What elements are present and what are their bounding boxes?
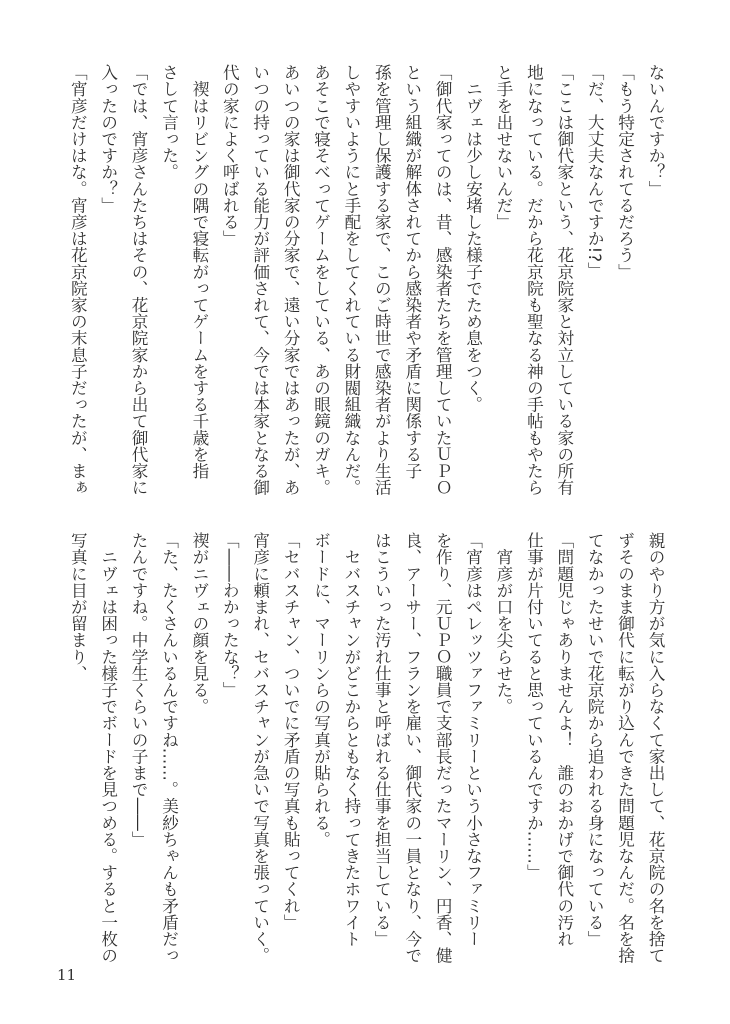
- text-column: 「宵彦はペレッツァファミリーという小さなファミリー: [463, 532, 483, 947]
- text-column: あいつの家は御代家の分家で、遠い分家ではあったが、あ: [281, 64, 301, 496]
- top-text-block: [62, 64, 670, 509]
- text-column: はこういった汚れ仕事と呼ばれる仕事を担当している」: [372, 532, 392, 947]
- text-column: 宵彦が口を尖らせた。: [493, 532, 513, 715]
- text-column: 禊はリビングの隅で寝転がってゲームをする千歳を指: [189, 64, 209, 479]
- text-column: てなかったせいで花京院から追われる身になっている」: [585, 532, 605, 947]
- text-column: あそこで寝そべってゲームをしている、あの眼鏡のガキ。: [311, 64, 331, 496]
- text-column: ずそのまま御代に転がり込んできた問題児なんだ。名を捨: [615, 532, 635, 964]
- text-column: 親のやり方が気に入らなくて家出して、花京院の名を捨て: [646, 532, 665, 964]
- text-column: 禊がニヴェの顔を見る。: [189, 532, 209, 715]
- text-column: 良、アーサー、フランを雇い、御代家の一員となり、今で: [402, 532, 422, 964]
- text-column: 「では、宵彦さんたちはその、花京院家から出て御代家に: [129, 64, 149, 496]
- page-number: 11: [57, 966, 77, 984]
- text-column: ないんですか？」: [646, 64, 665, 197]
- text-column: ニヴェは少し安堵した様子でため息をつく。: [463, 64, 483, 413]
- text-column: 「御代家ってのは、昔、感染者たちを管理していたＵＰＯ: [433, 64, 453, 496]
- text-column: ボードに、マーリンらの写真が貼られる。: [311, 532, 331, 848]
- text-column: 「――わかったな？」: [220, 532, 240, 698]
- text-column: を作り、元ＵＰＯ職員で支部長だったマーリン、円香、健: [433, 532, 453, 964]
- text-column: ニヴェは困った様子でボードを見つめる。すると一枚の: [98, 532, 118, 964]
- text-column: 「もう特定されてるだろう」: [615, 64, 635, 280]
- text-column: 「問題児じゃありませんよ！ 誰のおかげで御代の汚れ: [554, 532, 574, 947]
- text-column: さして言った。: [159, 64, 179, 181]
- text-column: 孫を管理し保護する家で、このご時世で感染者がより生活: [372, 64, 392, 496]
- text-column: 宵彦に頼まれ、セバスチャンが急いで写真を張っていく。: [250, 532, 270, 964]
- text-column: 入ったのですか？」: [98, 64, 118, 214]
- text-column: いつの持っている能力が評価されて、今では本家となる御: [250, 64, 270, 496]
- text-column: 「セバスチャン、ついでに矛盾の写真も貼ってくれ」: [281, 532, 301, 931]
- text-column: 「ここは御代家という、花京院家と対立している家の所有: [554, 64, 574, 496]
- text-column: たんですね。中学生くらいの子まで――」: [129, 532, 149, 848]
- text-column: と手を出せないんだ」: [493, 64, 513, 230]
- text-column: 「た、たくさんいるんですね……。美紗ちゃんも矛盾だっ: [159, 532, 179, 964]
- text-column: 「宵彦だけはな。宵彦は花京院家の末息子だったが、まぁ: [68, 64, 88, 496]
- text-column: しやすいようにと手配をしてくれている財閥組織なんだ。: [341, 64, 361, 496]
- text-column: セバスチャンがどこからともなく持ってきたホワイト: [341, 532, 361, 947]
- bottom-text-block: [62, 532, 670, 977]
- text-column: 「だ、大丈夫なんですか!?」: [585, 64, 605, 279]
- text-column: 地になっている。だから花京院も聖なる神の手帖もやたら: [524, 64, 544, 496]
- text-column: 写真に目が留まり、: [68, 532, 88, 682]
- text-column: という組織が解体されてから感染者や矛盾に関係する子: [402, 64, 422, 479]
- text-column: 仕事が片付いてると思っているんですか……」: [524, 532, 544, 881]
- text-column: 代の家によく呼ばれる」: [220, 64, 240, 247]
